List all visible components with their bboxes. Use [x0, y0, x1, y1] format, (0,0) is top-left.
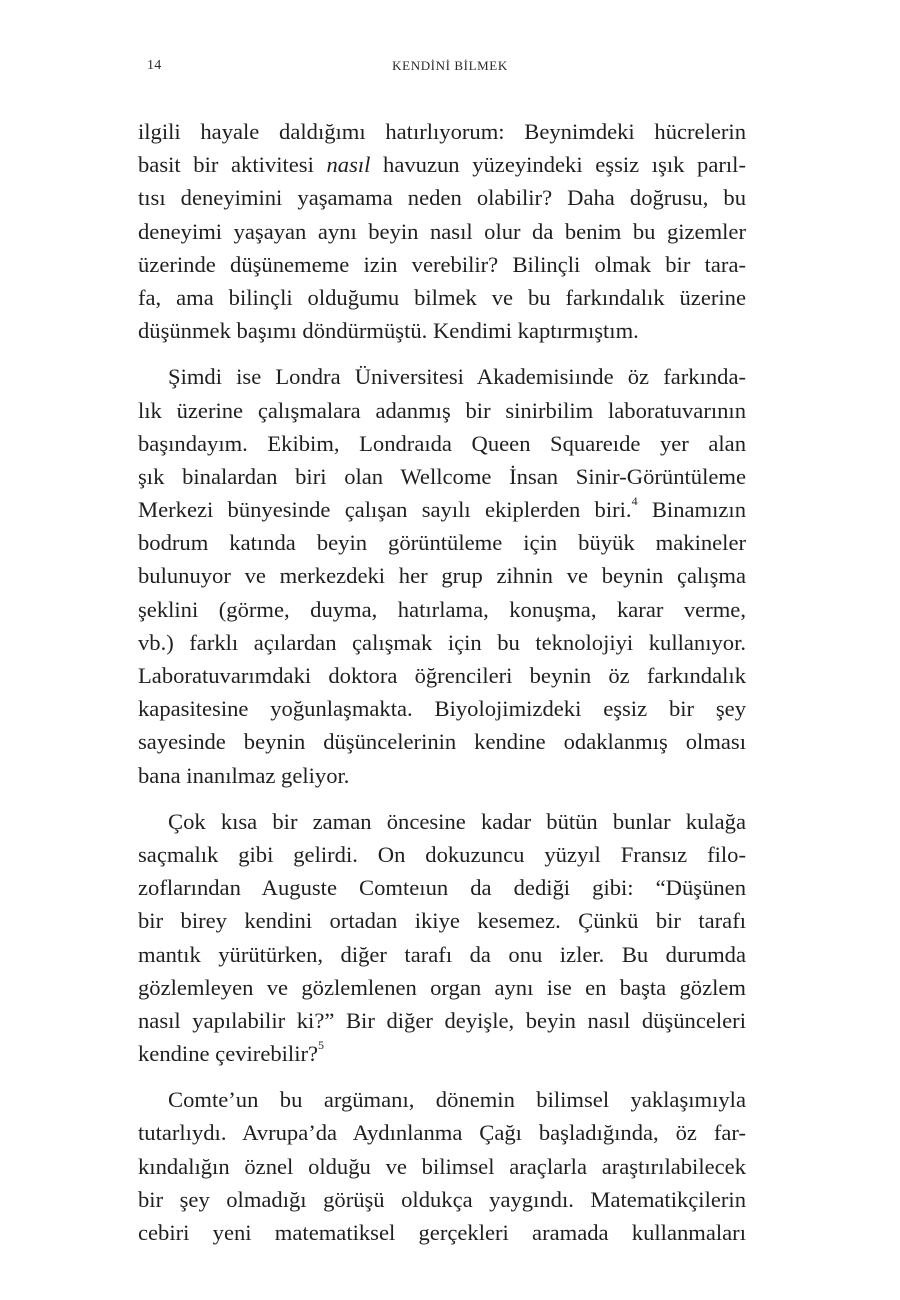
paragraph-gap [138, 1070, 746, 1083]
paragraph-gap [138, 347, 746, 360]
italic-emphasis: nasıl [326, 152, 371, 178]
text-line: sayesinde beynin düşüncelerinin kendine odaklanmış olması [138, 729, 746, 755]
text-line: bir birey kendini ortadan ikiye kesemez. Çünkü bir tarafı [138, 908, 746, 934]
text-line: bulunuyor ve merkezdeki her grup zihnin ve beynin çalışma [138, 563, 746, 589]
running-title: KENDİNİ BİLMEK [392, 58, 508, 73]
footnote-reference[interactable]: 5 [318, 1038, 325, 1053]
text-line: fa, ama bilinçli olduğumu bilmek ve bu farkındalık üzerine [138, 284, 746, 310]
text-line: bana inanılmaz geliyor. [138, 762, 350, 788]
text-line: düşünmek başımı döndürmüştü. Kendimi kaptırmıştım. [138, 318, 639, 344]
paragraph [138, 360, 746, 791]
text-line: nasıl yapılabilir ki?” Bir diğer deyişle, beyin nasıl düşünceleri [138, 1007, 746, 1033]
text-line: cebiri yeni matematiksel gerçekleri aramada kullanmaları [138, 1220, 746, 1245]
text-line: deneyimi yaşayan aynı beyin nasıl olur da benim bu gizemler [138, 218, 746, 244]
text-line: tutarlıydı. Avrupa’da Aydınlanma Çağı başladığında, öz far- [138, 1120, 746, 1146]
text-line: lık üzerine çalışmalara adanmış bir sinirbilim laboratuvarının [138, 397, 746, 423]
text-line: Çok kısa bir zaman öncesine kadar bütün bunlar kulağa [168, 808, 746, 834]
text-line: bir şey olmadığı görüşü oldukça yaygındı. Matematikçilerin [138, 1186, 746, 1212]
text-line: kapasitesine yoğunlaşmakta. Biyolojimizdeki eşsiz bir şey [138, 696, 746, 722]
paragraph [138, 1083, 746, 1249]
text-line: kendine çevirebilir?$^5$ [138, 1038, 325, 1067]
body-text [138, 115, 746, 1249]
text-line: başındayım. Ekibim, Londraıda Queen Squareıde yer alan [138, 430, 746, 456]
paragraph-gap [138, 792, 746, 805]
text-line: basit bir aktivitesi nasıl havuzun yüzeyindeki eşsiz ışık parıl- [138, 152, 746, 178]
text-line: kındalığın öznel olduğu ve bilimsel araçlarla araştırılabilecek [138, 1153, 746, 1179]
text-line: zoflarından Auguste Comteıun da dediği gibi: “Düşünen [138, 875, 746, 901]
footnote-reference[interactable]: 4 [631, 494, 638, 509]
text-line: ilgili hayale daldığımı hatırlıyorum: Beynimdeki hücrelerin [138, 119, 746, 144]
text-line: Comte’un bu argümanı, dönemin bilimsel yaklaşımıyla [168, 1087, 746, 1113]
text-line: Laboratuvarımdaki doktora öğrencileri beynin öz farkındalık [138, 663, 746, 688]
text-line: üzerinde düşünememe izin verebilir? Bilinçli olmak bir tara- [138, 251, 746, 277]
paragraph [138, 805, 746, 1071]
text-line: şık binalardan biri olan Wellcome İnsan Sinir-Görüntüleme [138, 463, 746, 489]
text-line: saçmalık gibi gelirdi. On dokuzuncu yüzyıl Fransız filo- [138, 841, 746, 867]
text-line: tısı deneyimini yaşamama neden olabilir? Daha doğrusu, bu [138, 185, 746, 211]
text-line: şeklini (görme, duyma, hatırlama, konuşma, karar verme, [138, 596, 746, 622]
text-line: Şimdi ise Londra Üniversitesi Akademisiınde öz farkında- [168, 364, 746, 390]
page-number: 14 [147, 58, 162, 73]
text-line: vb.) farklı açılardan çalışmak için bu teknolojiyi kullanıyor. [138, 629, 746, 655]
text-line: gözlemleyen ve gözlemlenen organ aynı ise en başta gözlem [138, 974, 746, 1000]
paragraph [138, 115, 746, 347]
text-line: mantık yürütürken, diğer tarafı da onu izler. Bu durumda [138, 941, 746, 967]
text-line: Merkezi bünyesinde çalışan sayılı ekiplerden biri.$^4$ Binamızın [138, 494, 746, 523]
text-line: bodrum katında beyin görüntüleme için büyük makineler [138, 530, 746, 556]
